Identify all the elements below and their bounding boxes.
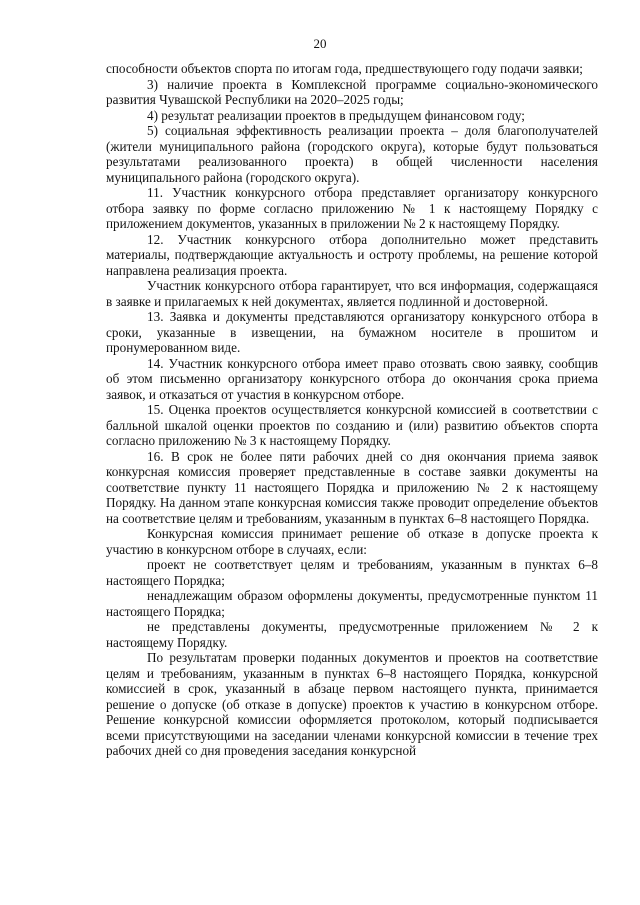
document-body bbox=[106, 61, 598, 759]
paragraph-criterion-5: 5) социальная эффективность реализации проекта – доля благополучателей (жители муниципального района (городского округа), которые будут пользоваться результатами реализованного проекта) в общей численности населения муниципального района (городского округа). bbox=[106, 123, 598, 185]
paragraph-refusal-intro: Конкурсная комиссия принимает решение об отказе в допуске проекта к участию в конкурсном отборе в случаях, если: bbox=[106, 526, 598, 557]
paragraph-guarantee: Участник конкурсного отбора гарантирует, что вся информация, содержащаяся в заявке и прилагаемых к ней документах, является подлинной и достоверной. bbox=[106, 278, 598, 309]
paragraph-item-12: 12. Участник конкурсного отбора дополнительно может представить материалы, подтверждающие актуальность и остроту проблемы, на решение которой направлена реализация проекта. bbox=[106, 231, 598, 278]
paragraph-criterion-4: 4) результат реализации проектов в предыдущем финансовом году; bbox=[147, 107, 525, 123]
paragraph-item-11: 11. Участник конкурсного отбора представляет организатору конкурсного отбора заявку по форме согласно приложению № 1 к настоящему Порядку с приложением документов, указанных в приложении № 2 к настоящему Порядку. bbox=[106, 185, 598, 231]
paragraph-item-13: 13. Заявка и документы представляются организатору конкурсного отбора в сроки, указанные в извещении, на бумажном носителе в прошитом и пронумерованном виде. bbox=[106, 309, 598, 355]
paragraph-refusal-case-1: проект не соответствует целям и требованиям, указанным в пунктах 6–8 настоящего Порядка; bbox=[106, 557, 598, 588]
paragraph-item-15: 15. Оценка проектов осуществляется конкурсной комиссией в соответствии с балльной шкалой оценки проектов по созданию и (или) развитию объектов спорта согласно приложению № 3 к настоящему Порядку. bbox=[106, 402, 598, 448]
paragraph-item-14: 14. Участник конкурсного отбора имеет право отозвать свою заявку, сообщив об этом письменно организатору конкурсного отбора до окончания срока приема заявок, и отказаться от участия в конкурсном отборе. bbox=[106, 355, 598, 402]
paragraph-results: По результатам проверки поданных документов и проектов на соответствие целям и требованиям, указанным в пунктах 6–8 настоящего Порядка, конкурсной комиссией в срок, указанный в абзаце первом настоящего пункта, принимается решение о допуске (об отказе в допуске) проектов к участию в конкурсном отборе. Решение конкурсной комиссии оформляется протоколом, который подписывается всеми присутствующими на заседании членами конкурсной комиссии в течение трех рабочих дней со дня проведения заседания конкурсной bbox=[106, 650, 598, 758]
paragraph-refusal-case-3: не представлены документы, предусмотренные приложением № 2 к настоящему Порядку. bbox=[106, 619, 598, 650]
paragraph-criterion-3: 3) наличие проекта в Комплексной программе социально-экономического развития Чувашской Республики на 2020–2025 годы; bbox=[106, 76, 598, 107]
paragraph-item-16: 16. В срок не более пяти рабочих дней со дня окончания приема заявок конкурсная комиссия проверяет представленные в составе заявки документы на соответствие пункту 11 настоящего Порядка и приложению № 2 к настоящему Порядку. На данном этапе конкурсная комиссия также проводит определение объектов на соответствие целям и требованиям, указанным в пунктах 6–8 настоящего Порядка. bbox=[106, 448, 598, 526]
paragraph-continuation: способности объектов спорта по итогам года, предшествующего году подачи заявки; bbox=[106, 61, 583, 76]
paragraph-refusal-case-2: ненадлежащим образом оформлены документы, предусмотренные пунктом 11 настоящего Порядка; bbox=[106, 588, 598, 619]
page-number: 20 bbox=[313, 36, 327, 51]
